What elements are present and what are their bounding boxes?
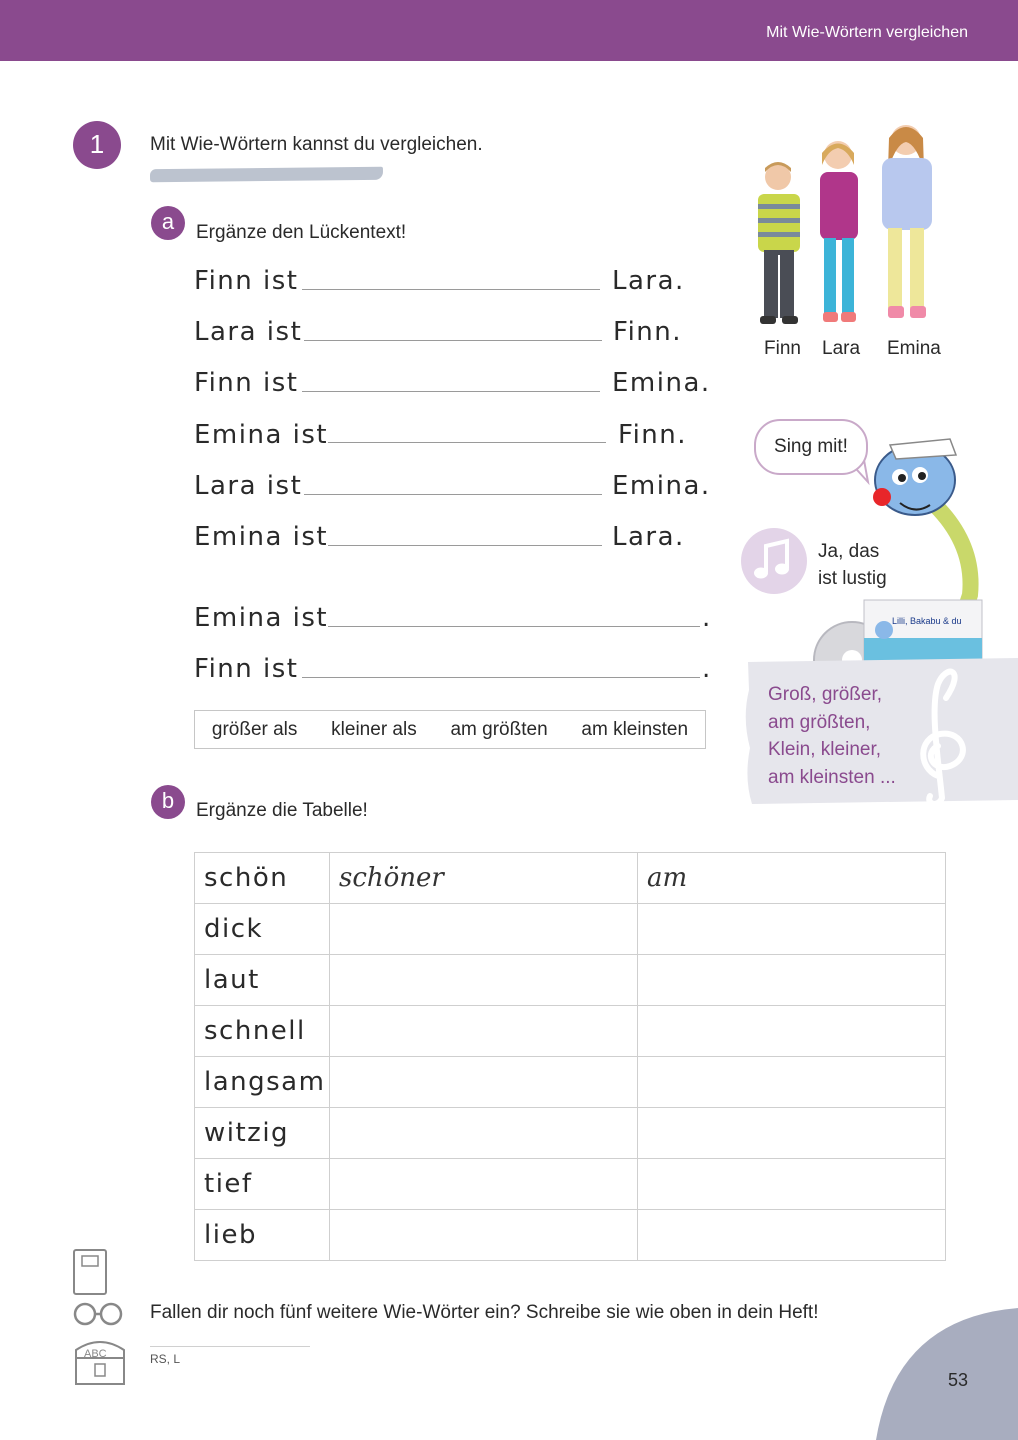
cloze-start: Finn ist	[194, 266, 299, 296]
superlative-cell[interactable]	[638, 955, 946, 1006]
cloze-blank[interactable]	[304, 340, 602, 341]
lyrics-line: am kleinsten ...	[768, 766, 896, 788]
adjective-cell: schnell	[195, 1006, 330, 1057]
adjective-cell: witzig	[195, 1108, 330, 1159]
cloze-blank[interactable]	[328, 545, 602, 546]
cloze-end: Emina.	[612, 368, 711, 398]
music-note-icon	[741, 528, 807, 594]
subtask-a-badge: a	[151, 206, 185, 240]
page-corner-shape	[876, 1308, 1018, 1440]
cloze-blank[interactable]	[302, 391, 600, 392]
superlative-cell[interactable]	[638, 1006, 946, 1057]
cloze-end: Finn.	[613, 317, 683, 347]
superlative-cell[interactable]	[638, 853, 946, 904]
cloze-start: Emina ist	[194, 522, 329, 552]
superlative-cell[interactable]	[638, 1159, 946, 1210]
open-sentence-end: .	[702, 654, 712, 684]
music-note-line: Ja, das	[818, 541, 880, 562]
glasses-icon	[72, 1302, 124, 1326]
notebook-icon	[72, 1246, 108, 1296]
cloze-start: Lara ist	[194, 471, 303, 501]
lyrics-line: Groß, größer,	[768, 684, 883, 705]
cd-cover-image	[812, 600, 982, 662]
word-bank-item: am kleinsten	[581, 718, 689, 740]
open-blank[interactable]	[302, 677, 700, 678]
table-row	[195, 853, 946, 904]
cd-title: Lilli, Bakabu & du	[892, 616, 962, 626]
comparative-cell[interactable]	[330, 1210, 638, 1261]
children-photo	[748, 120, 958, 335]
cloze-start: Finn ist	[194, 368, 299, 398]
comparative-cell[interactable]	[330, 1057, 638, 1108]
open-sentence-start: Finn ist	[194, 654, 299, 684]
table-row	[195, 1006, 946, 1057]
handwritten-example: am	[647, 863, 688, 893]
comparative-cell[interactable]	[330, 1159, 638, 1210]
kid-name-emina: Emina	[887, 338, 941, 359]
abc-label: ABC	[84, 1348, 107, 1360]
open-blank[interactable]	[328, 626, 700, 627]
comparison-table	[194, 852, 946, 1261]
cloze-end: Emina.	[612, 471, 711, 501]
cloze-end: Lara.	[612, 266, 685, 296]
lyrics-line: Klein, kleiner,	[768, 739, 882, 760]
open-sentence-end: .	[702, 603, 712, 633]
lyrics-line: am größten,	[768, 711, 871, 733]
comparative-cell[interactable]	[330, 955, 638, 1006]
comparative-cell[interactable]	[330, 904, 638, 955]
footer-divider	[150, 1346, 310, 1347]
table-row	[195, 1210, 946, 1261]
adjective-cell: lieb	[195, 1210, 330, 1261]
music-note-text	[818, 538, 887, 592]
page-number: 53	[948, 1370, 969, 1390]
superlative-cell[interactable]	[638, 904, 946, 955]
task-intro: Mit Wie-Wörtern kannst du vergleichen.	[150, 134, 483, 155]
speech-bubble: Sing mit!	[754, 419, 868, 475]
page-header	[0, 0, 1018, 61]
abc-treasure-box-icon	[72, 1336, 128, 1388]
cloze-blank[interactable]	[304, 494, 602, 495]
table-row	[195, 1057, 946, 1108]
word-bank-item: größer als	[211, 718, 298, 740]
word-bank-item: kleiner als	[331, 718, 417, 740]
extra-task: Fallen dir noch fünf weitere Wie-Wörter ein? Schreibe sie wie oben in dein Heft!	[150, 1302, 819, 1323]
open-sentence-start: Emina ist	[194, 603, 329, 633]
table-row	[195, 1108, 946, 1159]
word-bank-item: am größten	[450, 718, 548, 740]
comparative-cell[interactable]	[330, 1108, 638, 1159]
song-lyrics	[768, 681, 896, 791]
cloze-end: Lara.	[612, 522, 685, 552]
superlative-cell[interactable]	[638, 1210, 946, 1261]
adjective-cell: langsam	[195, 1057, 330, 1108]
adjective-cell: tief	[195, 1159, 330, 1210]
table-row	[195, 904, 946, 955]
adjective-cell: laut	[195, 955, 330, 1006]
task-number-badge: 1	[73, 121, 121, 169]
subtask-b-badge: b	[151, 785, 185, 819]
comparative-cell[interactable]	[330, 853, 638, 904]
subtask-b-instruction: Ergänze die Tabelle!	[196, 800, 368, 821]
cloze-blank[interactable]	[302, 289, 600, 290]
table-row	[195, 1159, 946, 1210]
chapter-title: Mit Wie-Wörtern vergleichen	[766, 24, 968, 41]
competence-code: RS, L	[150, 1352, 181, 1366]
cloze-start: Lara ist	[194, 317, 303, 347]
handwritten-example: schöner	[339, 863, 444, 893]
highlight-stroke	[150, 167, 383, 182]
adjective-cell: dick	[195, 904, 330, 955]
superlative-cell[interactable]	[638, 1108, 946, 1159]
comparative-cell[interactable]	[330, 1006, 638, 1057]
music-note-line: ist lustig	[818, 568, 887, 589]
subtask-a-instruction: Ergänze den Lückentext!	[196, 222, 407, 243]
kid-name-finn: Finn	[764, 338, 801, 359]
word-bank	[194, 710, 706, 749]
superlative-cell[interactable]	[638, 1057, 946, 1108]
adjective-cell: schön	[195, 853, 330, 904]
table-row	[195, 955, 946, 1006]
cloze-end: Finn.	[618, 420, 688, 450]
cloze-blank[interactable]	[328, 442, 606, 443]
kid-name-lara: Lara	[822, 338, 861, 359]
cloze-start: Emina ist	[194, 420, 329, 450]
